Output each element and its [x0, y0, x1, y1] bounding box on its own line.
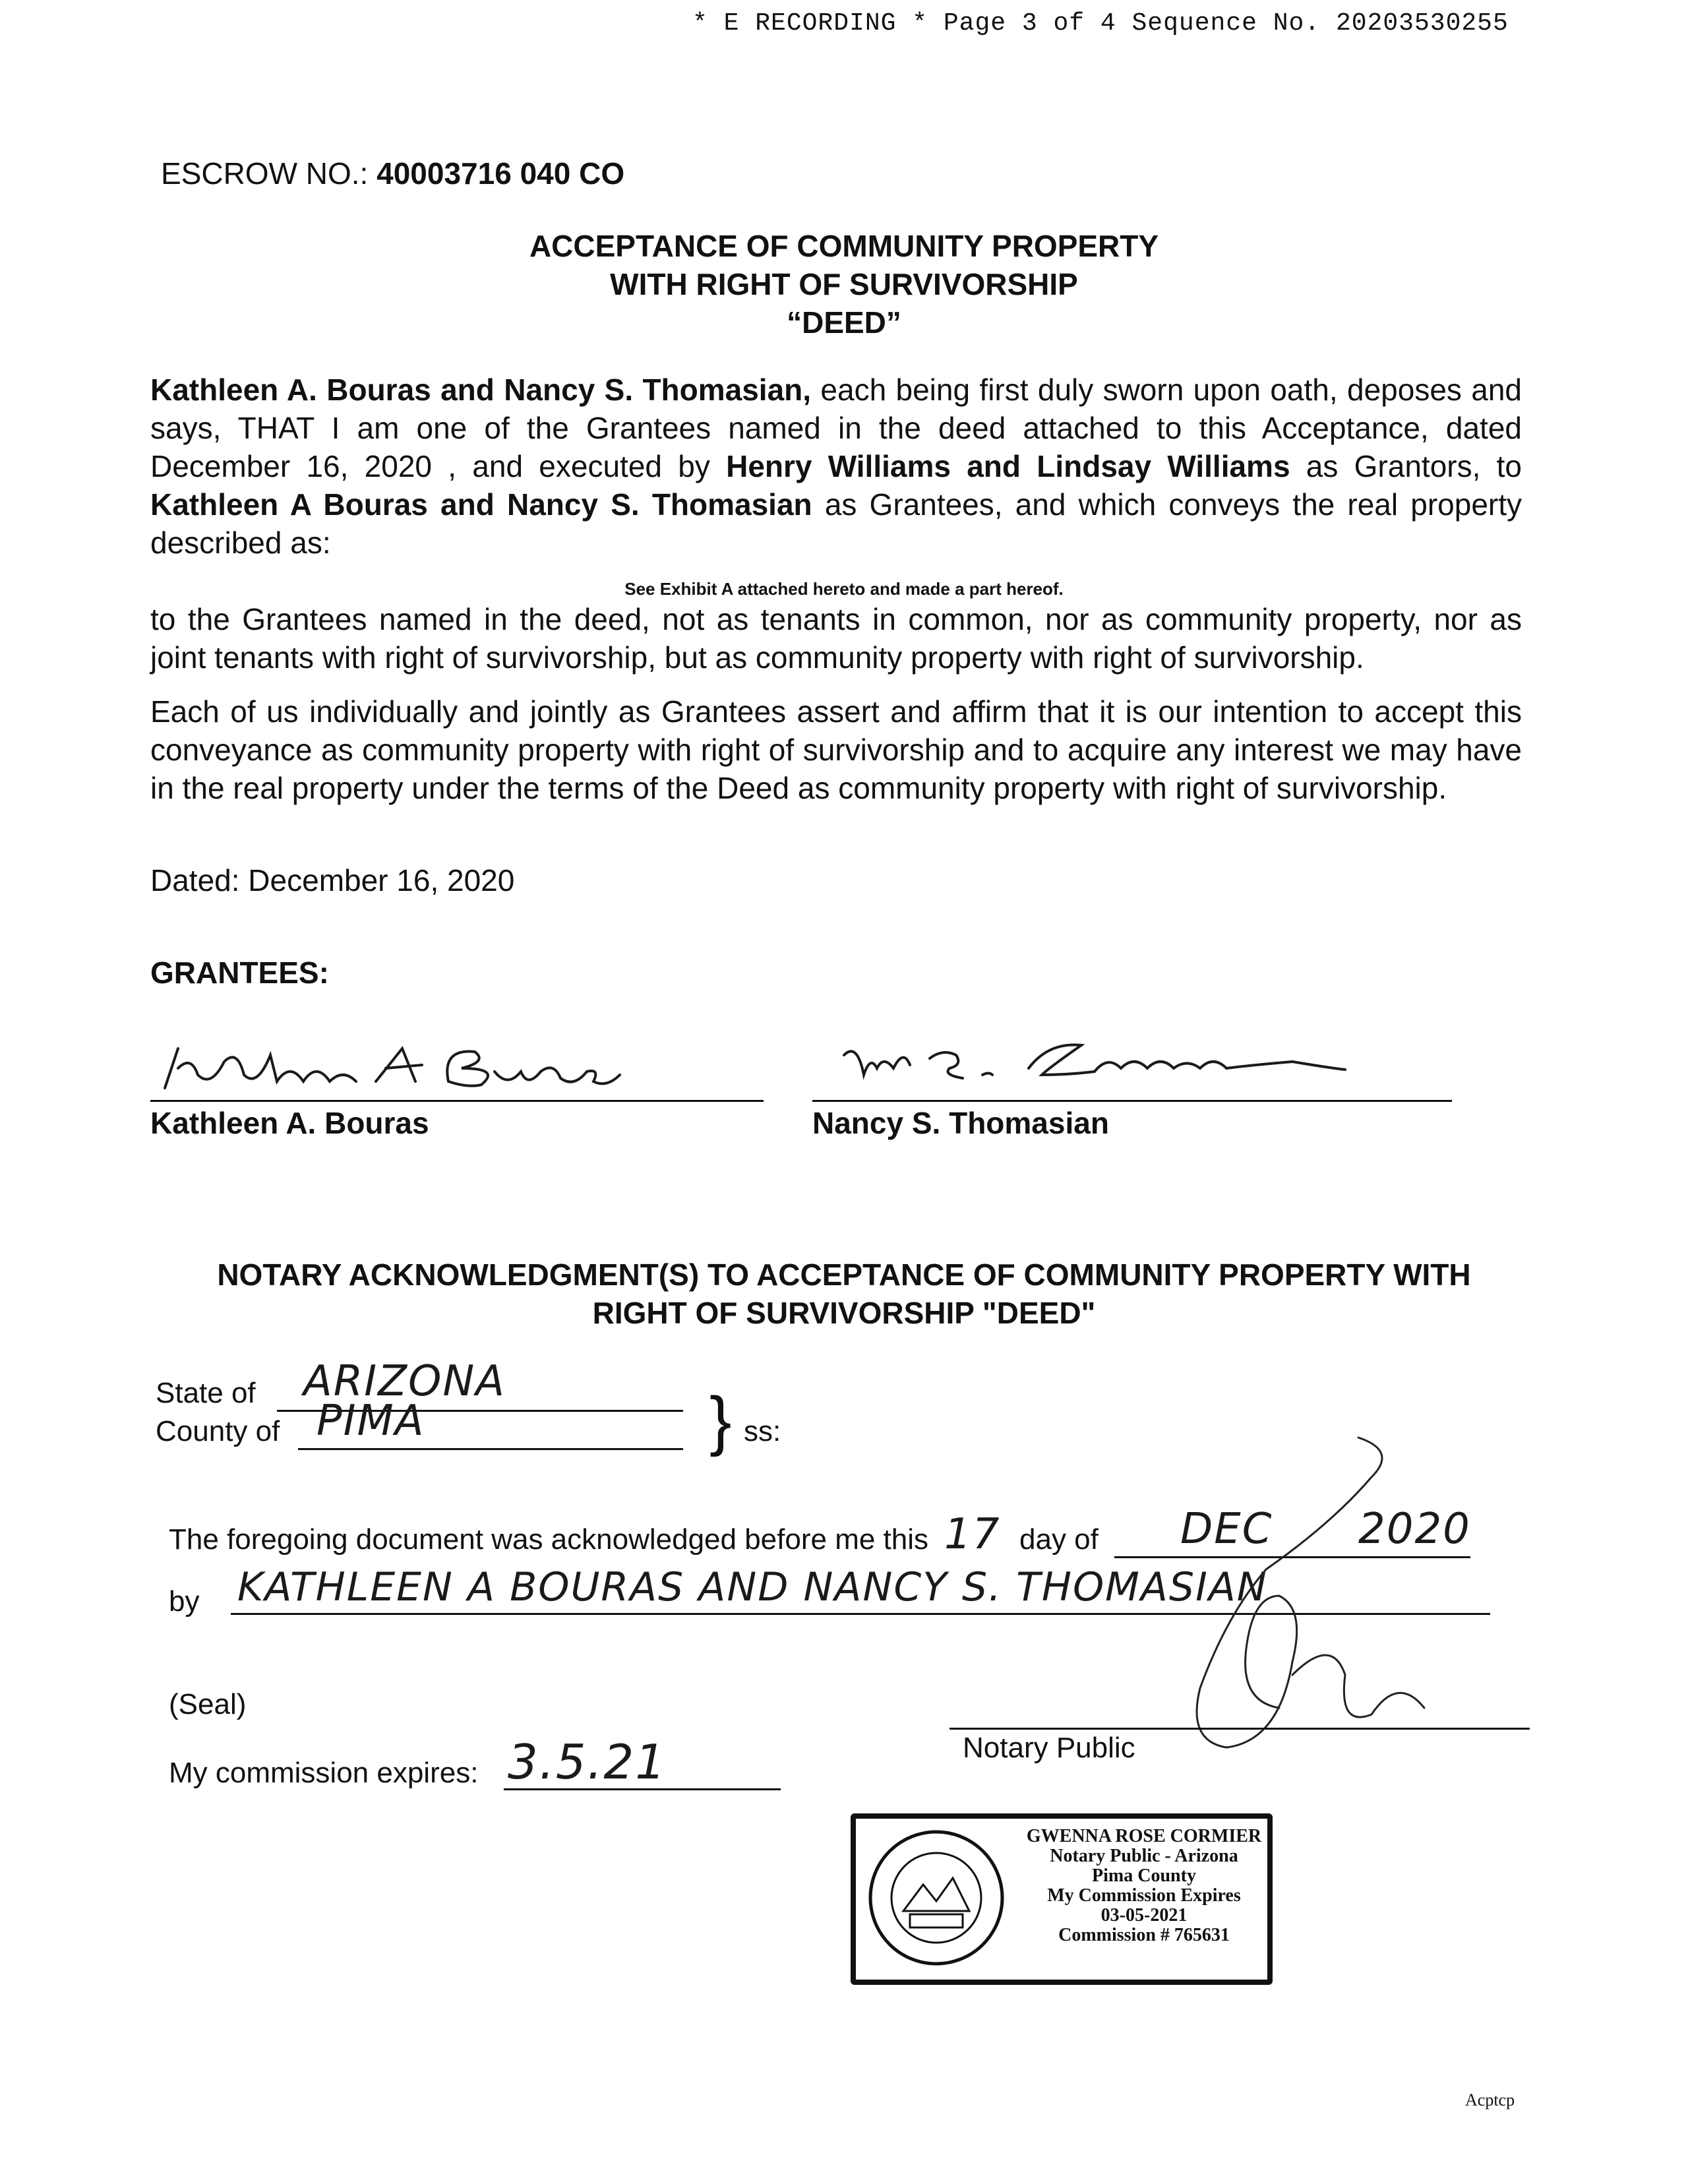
document-title-line2: WITH RIGHT OF SURVIVORSHIP	[610, 267, 1078, 301]
seal-line5: 03-05-2021	[1100, 1905, 1188, 1926]
ack-text-a: The foregoing document was acknowledged before me this	[169, 1523, 929, 1556]
ss-brace: }	[709, 1383, 732, 1457]
document-title-line1: ACCEPTANCE OF COMMUNITY PROPERTY	[529, 229, 1159, 263]
signature-line-1	[150, 1100, 764, 1102]
commission-label: My commission expires:	[169, 1757, 479, 1789]
signer1-name: Kathleen A. Bouras	[150, 1106, 429, 1140]
ss-label: ss:	[744, 1415, 781, 1447]
grantees-names-2: Kathleen A Bouras and Nancy S. Thomasian	[150, 487, 812, 522]
notary-title-line2: RIGHT OF SURVIVORSHIP "DEED"	[592, 1296, 1096, 1330]
escrow-value: 40003716 040 CO	[377, 156, 625, 191]
footer-code: Acptcp	[1465, 2090, 1515, 2109]
seal-line3: Pima County	[1092, 1866, 1196, 1886]
seal-notary-name: GWENNA ROSE CORMIER	[1026, 1826, 1262, 1846]
grantees-heading: GRANTEES:	[150, 956, 329, 990]
ack-year: 2020	[1358, 1505, 1471, 1554]
notary-public-label: Notary Public	[963, 1732, 1135, 1764]
affidavit-text-a: each being first duly sworn upon oath, deposes and says, THAT I am one of the Grantees named in the deed attached to this Acceptance, dated December 16, 2020 , and executed by	[150, 373, 1522, 483]
by-value: KATHLEEN A BOURAS AND NANCY S. THOMASIAN	[237, 1564, 1268, 1610]
affidavit-text-c: as Grantees, and which conveys the real property described as:	[150, 487, 1522, 560]
notary-signature	[1029, 1398, 1464, 1780]
affidavit-paragraph	[150, 371, 1522, 562]
state-value: ARIZONA	[303, 1357, 506, 1406]
notary-title-line1: NOTARY ACKNOWLEDGMENT(S) TO ACCEPTANCE OF COMMUNITY PROPERTY WITH	[217, 1258, 1471, 1292]
signer2-name: Nancy S. Thomasian	[812, 1106, 1109, 1140]
county-value: PIMA	[316, 1397, 425, 1445]
escrow-label: ESCROW NO.:	[161, 156, 377, 191]
state-label: State of	[156, 1377, 256, 1409]
notary-signature-line	[950, 1728, 1530, 1730]
seal-line4: My Commission Expires	[1047, 1885, 1241, 1906]
grantees-names: Kathleen A. Bouras and Nancy S. Thomasian,	[150, 373, 812, 407]
dated-line: Dated: December 16, 2020	[150, 863, 515, 897]
commission-line	[504, 1788, 781, 1790]
county-line	[298, 1448, 683, 1450]
ack-day: 17	[944, 1510, 1001, 1559]
escrow-number	[161, 156, 624, 191]
ack-text-b: day of	[1019, 1523, 1099, 1556]
seal-label: (Seal)	[169, 1688, 247, 1720]
state-seal-icon	[864, 1825, 1009, 1970]
seal-text-block	[1022, 1827, 1266, 1945]
commission-value: 3.5.21	[508, 1734, 667, 1790]
signature-nancy-thomasian	[831, 1029, 1372, 1101]
county-label: County of	[156, 1415, 280, 1447]
document-title-line3: “DEED”	[787, 305, 901, 340]
by-label: by	[169, 1585, 200, 1618]
affirmation-paragraph: Each of us individually and jointly as Grantees assert and affirm that it is our intention to accept this conveyance as community property with right of survivorship and to acquire any interest we may have in the real property under the terms of the Deed as community property with right of survivorship.	[150, 694, 1522, 805]
recording-header: * E RECORDING * Page 3 of 4 Sequence No. 20203530255	[692, 9, 1509, 38]
seal-line2: Notary Public - Arizona	[1050, 1846, 1238, 1866]
exhibit-note: See Exhibit A attached hereto and made a part hereof.	[624, 579, 1064, 599]
signature-kathleen-bouras	[158, 1035, 659, 1108]
seal-line6: Commission # 765631	[1058, 1925, 1230, 1945]
conveyance-paragraph: to the Grantees named in the deed, not as tenants in common, nor as community property, nor as joint tenants with right of survivorship, but as community property with right of survivorship.	[150, 602, 1522, 675]
signature-line-2	[812, 1100, 1452, 1102]
ack-month: DEC	[1180, 1505, 1273, 1554]
affidavit-text-b: as Grantors, to	[1290, 449, 1522, 483]
grantors-names: Henry Williams and Lindsay Williams	[726, 449, 1290, 483]
